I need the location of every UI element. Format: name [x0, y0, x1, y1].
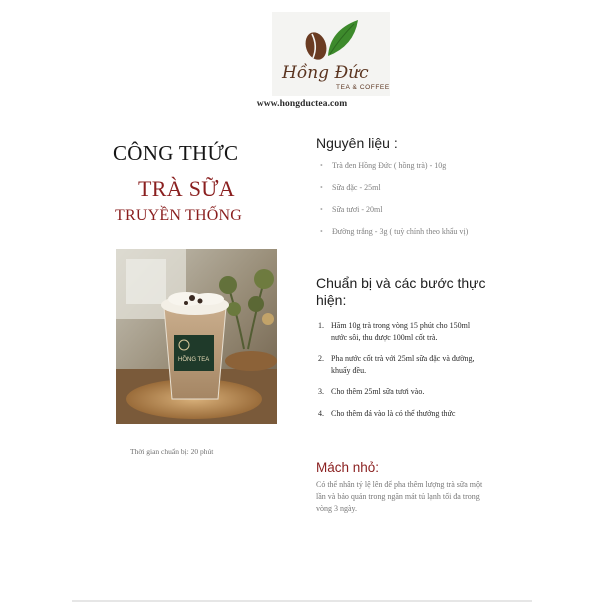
step-item [318, 408, 478, 420]
title-line-1: CÔNG THỨC [113, 141, 239, 165]
cup-label-text: HỒNG TEA [178, 357, 210, 363]
tip-heading: Mách nhỏ: [316, 460, 380, 475]
website-url[interactable]: www.hongductea.com [256, 99, 348, 109]
ingredient-item: • Đường trắng - 3g ( tuỳ chỉnh theo khẩu vị) [320, 227, 469, 236]
ingredient-item: • Trà đen Hồng Đức ( hồng trà) - 10g [320, 161, 447, 170]
title-line-2: TRÀ SỮA [138, 176, 235, 201]
ingredients-list [318, 160, 478, 248]
step-text: Cho thêm đá vào là có thể thưởng thức [331, 408, 456, 418]
brand-logo [272, 12, 390, 96]
prep-time-caption: Thời gian chuẩn bị: 20 phút [130, 447, 214, 456]
bullet-icon: • [320, 227, 323, 236]
milk-tea-photo [116, 249, 277, 424]
ingredients-heading: Nguyên liệu : [316, 135, 398, 151]
logo-brand-text: Hồng Đức [282, 63, 369, 83]
step-number: 1. [318, 321, 324, 330]
bullet-icon: • [320, 161, 323, 170]
ingredient-item: • Sữa tươi - 20ml [320, 205, 383, 214]
step-item [318, 353, 478, 376]
tip-body: Có thể nhân tỷ lệ lên để pha thêm lượng trà sữa một lần và bảo quản trong ngăn mát tủ lạnh tối đa trong vòng 3 ngày. [316, 480, 483, 513]
title-line-3: TRUYỀN THỐNG [115, 207, 242, 224]
page-bottom-divider [72, 600, 532, 602]
step-text: Pha nước cốt trà với 25ml sữa đặc và đường, khuấy đều. [331, 354, 475, 375]
step-number: 3. [318, 387, 324, 396]
bullet-icon: • [320, 183, 323, 192]
step-text: Cho thêm 25ml sữa tươi vào. [331, 387, 425, 396]
step-item [318, 320, 478, 343]
ingredient-item: • Sữa đặc - 25ml [320, 183, 381, 192]
steps-heading: Chuẩn bị và các bước thực hiện: [316, 275, 486, 308]
step-item [318, 386, 478, 398]
step-text: Hãm 10g trà trong vòng 15 phút cho 150ml nước sôi, thu được 100ml cốt trà. [331, 321, 471, 342]
step-number: 4. [318, 408, 324, 418]
step-number: 2. [318, 354, 324, 363]
logo-tagline: TEA & COFFEE [336, 84, 390, 91]
steps-list [318, 320, 478, 429]
bullet-icon: • [320, 205, 323, 214]
